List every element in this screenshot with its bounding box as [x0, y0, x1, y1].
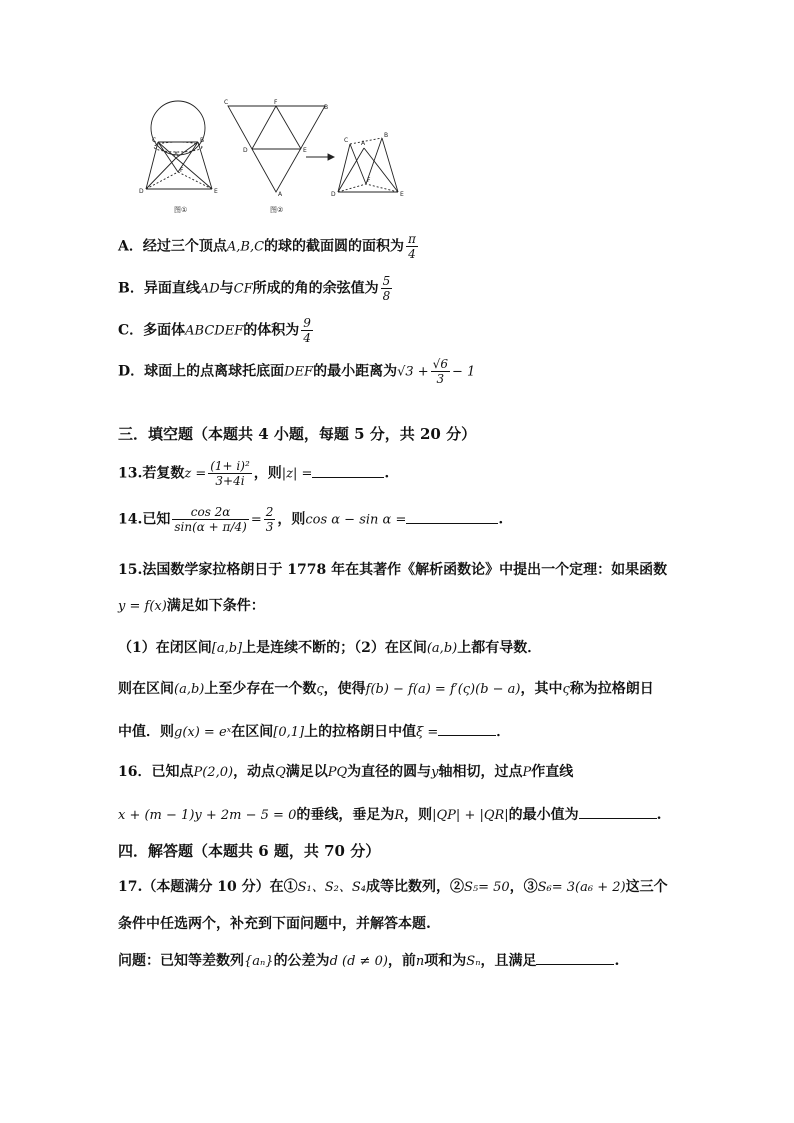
- q16-line2-c: 的最小值为: [508, 807, 579, 823]
- option-a-math: A,B,C: [226, 239, 265, 255]
- option-a: [118, 232, 420, 261]
- q14-fraction: [172, 505, 248, 534]
- fig1-label-e: E: [214, 188, 218, 195]
- q17-line1-m2: S₅= 50: [463, 880, 510, 895]
- q15-line4: [118, 679, 654, 700]
- q14-prefix: 14.已知: [118, 511, 171, 528]
- q13-z: z =: [184, 466, 207, 482]
- fig1-edge-cd: [146, 142, 158, 189]
- q17-line3-b: 的公差为: [273, 953, 330, 969]
- option-b: [118, 274, 394, 303]
- question-14: [118, 505, 503, 534]
- fig2-label-c: C: [224, 99, 229, 106]
- q17-line3-m1: {aₙ}: [244, 954, 274, 969]
- q15-line5-c: 上的拉格朗日中值: [304, 724, 417, 740]
- fig3-label-e: E: [400, 191, 404, 198]
- option-c-prefix: C．多面体: [118, 322, 186, 339]
- q17-line3-e: ，且满足: [480, 953, 537, 969]
- fig2-label-a: A: [278, 191, 283, 198]
- option-d-num: √6: [432, 357, 448, 371]
- q13-answer-blank[interactable]: [312, 463, 384, 478]
- q17-line3-m2: d (d ≠ 0): [329, 954, 388, 969]
- q16-line1-m5: P: [522, 765, 532, 780]
- q15-line2: [118, 596, 265, 617]
- fig3-edge-cb: [350, 138, 382, 144]
- q17-line1-a: 17.（本题满分 10 分）在①: [118, 879, 298, 895]
- q14-rnum: 2: [265, 505, 274, 519]
- q17-line1-m1: S₁、S₂、S₄: [297, 880, 366, 895]
- fig2-label-f: F: [274, 99, 278, 106]
- q15-line4-e: 称为拉格朗日: [569, 681, 654, 697]
- option-c-suffix: 的体积为: [243, 322, 300, 339]
- q15-line3-a: （1）在闭区间: [118, 640, 212, 656]
- fig1-edge-ba: [176, 142, 198, 158]
- fig1-caption: 图①: [174, 206, 188, 214]
- q16-line1: [118, 762, 573, 783]
- q15-line4-b: 上至少存在一个数: [204, 681, 317, 697]
- option-b-fraction: [381, 274, 393, 303]
- q16-line1-b: ，动点: [233, 764, 276, 780]
- option-c: [118, 316, 315, 345]
- q17-end: .: [614, 953, 620, 969]
- q17-line3-m3: n: [415, 954, 425, 969]
- sphere-circle: [151, 101, 205, 155]
- option-a-num: π: [408, 232, 416, 246]
- fig3-edge-eb: [382, 138, 398, 192]
- option-d-suffix: 的最小距离为: [313, 363, 398, 380]
- q15-end: ．: [496, 724, 511, 740]
- option-b-prefix: B．异面直线: [118, 280, 200, 297]
- q14-mid: ，则: [277, 511, 306, 528]
- fig2-label-e: E: [303, 147, 307, 154]
- q15-line3-b: 上是连续不断的；（2）在区间: [242, 640, 427, 656]
- q17-line1: [118, 877, 668, 898]
- fig3-label-b: B: [384, 132, 389, 139]
- q14-num: cos 2α: [172, 505, 248, 520]
- question-13: [118, 459, 389, 488]
- fig2-label-b: B: [324, 104, 329, 111]
- option-d-expr2: − 1: [451, 364, 476, 380]
- q16-line1-c: 满足以: [285, 764, 328, 780]
- option-b-math1: AD: [199, 281, 220, 297]
- fig1-edge-be: [198, 142, 212, 189]
- q15-line3-c: 上都有导数．: [457, 640, 542, 656]
- option-a-den: 4: [408, 247, 416, 261]
- q16-line1-m3: PQ: [327, 765, 348, 780]
- q16-line2-m1: x + (m − 1)y + 2m − 5 = 0: [118, 808, 297, 823]
- arrow-head: [328, 154, 334, 160]
- q16-line1-m4: y: [431, 765, 439, 780]
- q15-line4-m2: ς: [316, 682, 324, 697]
- q13-num: (1+ i)²: [210, 459, 250, 473]
- option-a-prefix: A．经过三个顶点: [118, 238, 227, 255]
- q13-abs: |z| =: [281, 466, 313, 482]
- q15-line4-d: ，其中: [520, 681, 563, 697]
- q15-line5-a: 中值．则: [118, 724, 174, 740]
- q17-line1-c: ，③: [509, 879, 538, 895]
- fig1-label-d: D: [139, 188, 144, 195]
- q15-line5: [118, 721, 510, 743]
- q15-line3-m1: [a,b]: [211, 641, 243, 656]
- q16-answer-blank[interactable]: [579, 804, 657, 819]
- q16-line1-d: 为直径的圆与: [347, 764, 432, 780]
- fig3-label-f: F: [367, 177, 371, 184]
- fig1-edge-da: [146, 158, 176, 189]
- q14-eq: =: [250, 512, 262, 528]
- q15-line3-m2: (a,b): [426, 641, 458, 656]
- figure-svg: [128, 92, 428, 220]
- q15-line4-m3: f(b) − f(a) = f′(ς)(b − a): [365, 682, 521, 697]
- section4-heading: 四．解答题（本题共 6 题，共 70 分）: [118, 842, 381, 860]
- fig1-label-c: C: [152, 137, 157, 144]
- q15-line4-m1: (a,b): [174, 682, 205, 697]
- fig2-line-fe: [276, 106, 301, 149]
- option-d: [118, 357, 475, 386]
- q15-line2-math: y = f(x): [118, 599, 167, 614]
- option-a-fraction: [406, 232, 418, 261]
- option-b-num: 5: [382, 274, 391, 288]
- q14-end: .: [498, 511, 504, 528]
- q15-line5-b: 在区间: [231, 724, 274, 740]
- fig3-edge-dc: [338, 144, 350, 192]
- option-b-den: 8: [382, 289, 391, 303]
- option-d-math: DEF: [284, 364, 314, 380]
- q16-line2-a: 的垂线，垂足为: [296, 807, 395, 823]
- q15-line5-m2: [0,1]: [273, 725, 305, 740]
- option-c-den: 4: [303, 331, 311, 345]
- q16-line1-m1: P(2,0): [193, 765, 234, 780]
- option-b-math2: CF: [233, 281, 253, 297]
- fig2-line-fd: [252, 106, 276, 149]
- q14-den: sin(α + π/4): [174, 520, 247, 534]
- option-d-fraction: [431, 357, 450, 386]
- q16-line1-e: 轴相切，过点: [438, 764, 523, 780]
- q13-end: .: [384, 465, 390, 482]
- q15-line5-m3: ξ =: [416, 725, 439, 740]
- q15-line5-m1: g(x) = eˣ: [174, 725, 232, 740]
- q17-line3: [118, 950, 619, 972]
- section3-heading: 三．填空题（本题共 4 小题，每题 5 分，共 20 分）: [118, 425, 477, 443]
- q13-prefix: 13.若复数: [118, 465, 185, 482]
- fig1-label-f: F: [180, 167, 184, 174]
- q15-line4-m4: ς: [562, 682, 570, 697]
- fig2-label-d: D: [243, 147, 248, 154]
- fig3-label-c: C: [344, 137, 349, 144]
- q16-line2: [118, 804, 662, 826]
- q17-line3-c: ，前: [387, 953, 416, 969]
- q16-line1-m2: Q: [275, 765, 286, 780]
- q17-answer-blank[interactable]: [536, 950, 614, 965]
- option-c-math: ABCDEF: [185, 323, 244, 339]
- q16-line2-m3: |QP| + |QR|: [432, 808, 509, 823]
- fig1-edge-df: [146, 172, 178, 189]
- q17-line1-b: 成等比数列，②: [365, 879, 464, 895]
- q17-line3-a: 问题：已知等差数列: [118, 953, 244, 969]
- option-b-mid: 与: [219, 280, 234, 297]
- fig1-label-a: A: [174, 151, 179, 158]
- q14-answer-blank[interactable]: [406, 509, 498, 524]
- option-a-suffix: 的球的截面圆的面积为: [264, 238, 405, 255]
- q17-line3-d: 项和为: [424, 953, 467, 969]
- q15-line1: 15.法国数学家拉格朗日于 1778 年在其著作《解析函数论》中提出一个定理：如果函数: [118, 562, 668, 578]
- q16-line1-a: 16．已知点: [118, 764, 194, 780]
- fig3-edge-ae: [364, 148, 398, 192]
- q14-result-fraction: [264, 505, 276, 534]
- fig3-label-d: D: [331, 191, 336, 198]
- option-d-prefix: D．球面上的点离球托底面: [118, 363, 285, 380]
- q13-fraction: [208, 459, 252, 488]
- q16-line2-b: ，则: [404, 807, 433, 823]
- q14-expr: cos α − sin α =: [305, 512, 407, 528]
- q15-line2-text: 满足如下条件：: [166, 598, 265, 614]
- geometry-figure: [128, 92, 428, 220]
- q17-line2: 条件中任选两个，补充到下面问题中，并解答本题.: [118, 916, 431, 932]
- option-d-expr1: √3 +: [397, 364, 429, 380]
- q17-line1-d: 这三个: [625, 879, 668, 895]
- option-b-suffix: 所成的角的余弦值为: [252, 280, 379, 297]
- q17-line3-m4: Sₙ: [466, 954, 481, 969]
- q13-mid: ，则: [253, 465, 282, 482]
- q15-line3: [118, 638, 541, 659]
- fig3-edge-cf: [350, 144, 366, 184]
- fig1-label-b: B: [200, 137, 205, 144]
- q15-line4-a: 则在区间: [118, 681, 174, 697]
- q16-line2-m2: R: [394, 808, 405, 823]
- option-d-den: 3: [436, 372, 445, 386]
- option-c-num: 9: [303, 316, 311, 330]
- q14-rden: 3: [265, 520, 274, 534]
- q15-answer-blank[interactable]: [438, 721, 496, 736]
- fig2-caption: 图②: [270, 206, 284, 214]
- q16-line1-f: 作直线: [531, 764, 574, 780]
- option-c-fraction: [301, 316, 313, 345]
- q13-den: 3+4i: [215, 474, 245, 488]
- fig3-label-a: A: [361, 140, 366, 147]
- q15-line4-c: ，使得: [323, 681, 366, 697]
- q17-line1-m3: S₆= 3(a₆ + 2): [537, 880, 626, 895]
- q16-end: .: [656, 807, 662, 823]
